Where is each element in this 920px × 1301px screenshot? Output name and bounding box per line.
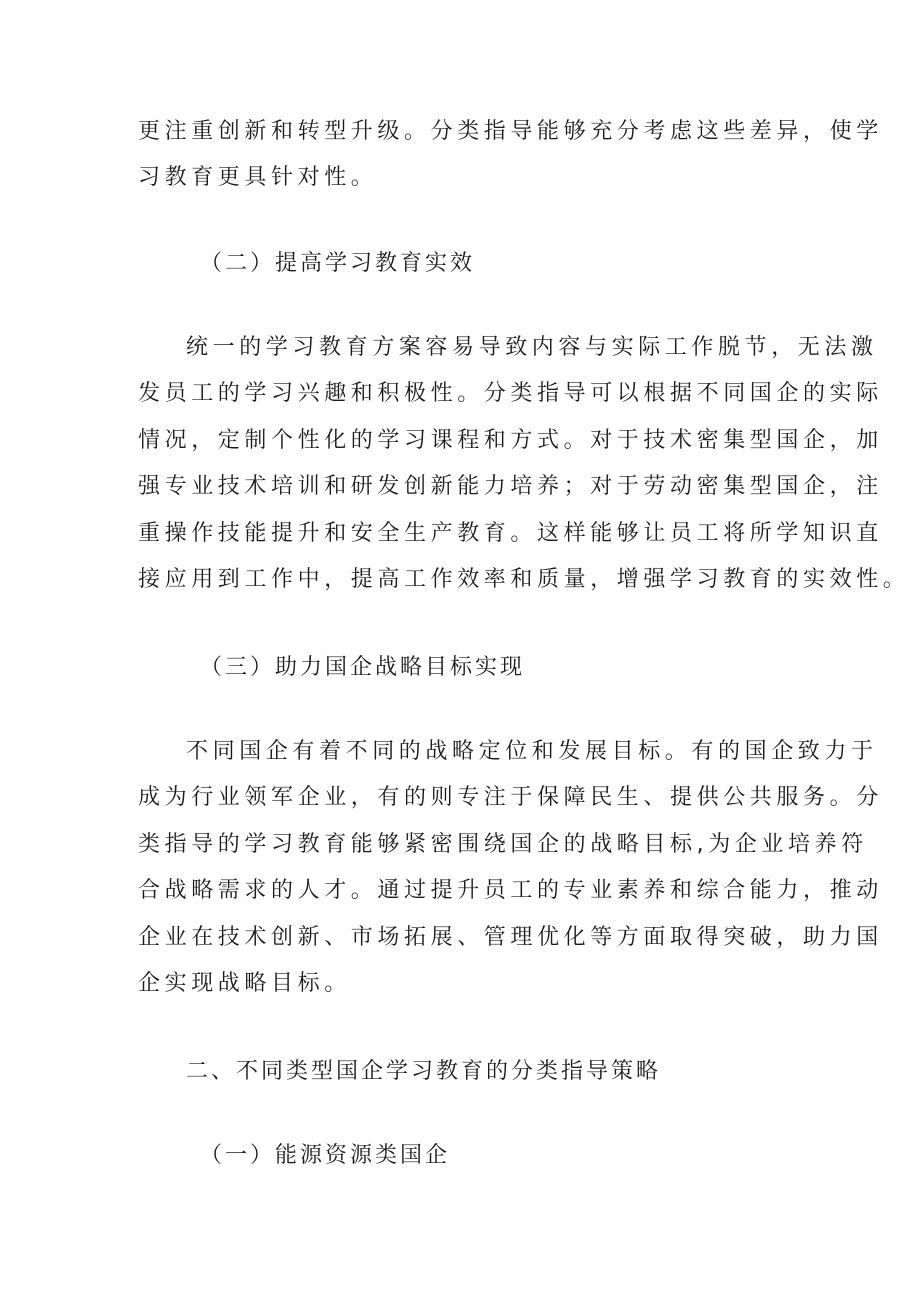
paragraph-2-line-6: 接应用到工作中，提高工作效率和质量，增强学习教育的实效性。: [138, 567, 910, 592]
paragraph-3-line-5: 企业在技术创新、市场拓展、管理优化等方面取得突破，助力国: [138, 925, 883, 950]
paragraph-3-line-2: 成为行业领军企业，有的则专注于保障民生、提供公共服务。分: [138, 785, 883, 810]
paragraph-2-line-1: 统一的学习教育方案容易导致内容与实际工作脱节，无法激: [186, 335, 878, 360]
section-heading-strategies: 二、不同类型国企学习教育的分类指导策略: [186, 1059, 662, 1084]
subheading-energy-resources: （一）能源资源类国企: [200, 1143, 451, 1168]
subheading-improve-effectiveness: （二）提高学习教育实效: [200, 251, 476, 276]
paragraph-3-line-6: 企实现战略目标。: [138, 971, 351, 996]
paragraph-1-line-2: 习教育更具针对性。: [138, 165, 378, 190]
paragraph-3-line-3: 类指导的学习教育能够紧密围绕国企的战略目标,为企业培养符: [138, 832, 868, 857]
paragraph-2-line-2: 发员工的学习兴趣和积极性。分类指导可以根据不同国企的实际: [138, 381, 883, 406]
paragraph-3-line-1: 不同国企有着不同的战略定位和发展目标。有的国企致力于: [186, 739, 878, 764]
subheading-strategic-goals: （三）助力国企战略目标实现: [200, 655, 526, 680]
paragraph-1-line-1: 更注重创新和转型升级。分类指导能够充分考虑这些差异，使学: [138, 119, 883, 144]
paragraph-2-line-4: 强专业技术培训和研发创新能力培养；对于劳动密集型国企，注: [138, 474, 883, 499]
paragraph-3-line-4: 合战略需求的人才。通过提升员工的专业素养和综合能力，推动: [138, 878, 883, 903]
paragraph-2-line-5: 重操作技能提升和安全生产教育。这样能够让员工将所学知识直: [138, 521, 883, 546]
paragraph-2-line-3: 情况，定制个性化的学习课程和方式。对于技术密集型国企，加: [138, 428, 883, 453]
